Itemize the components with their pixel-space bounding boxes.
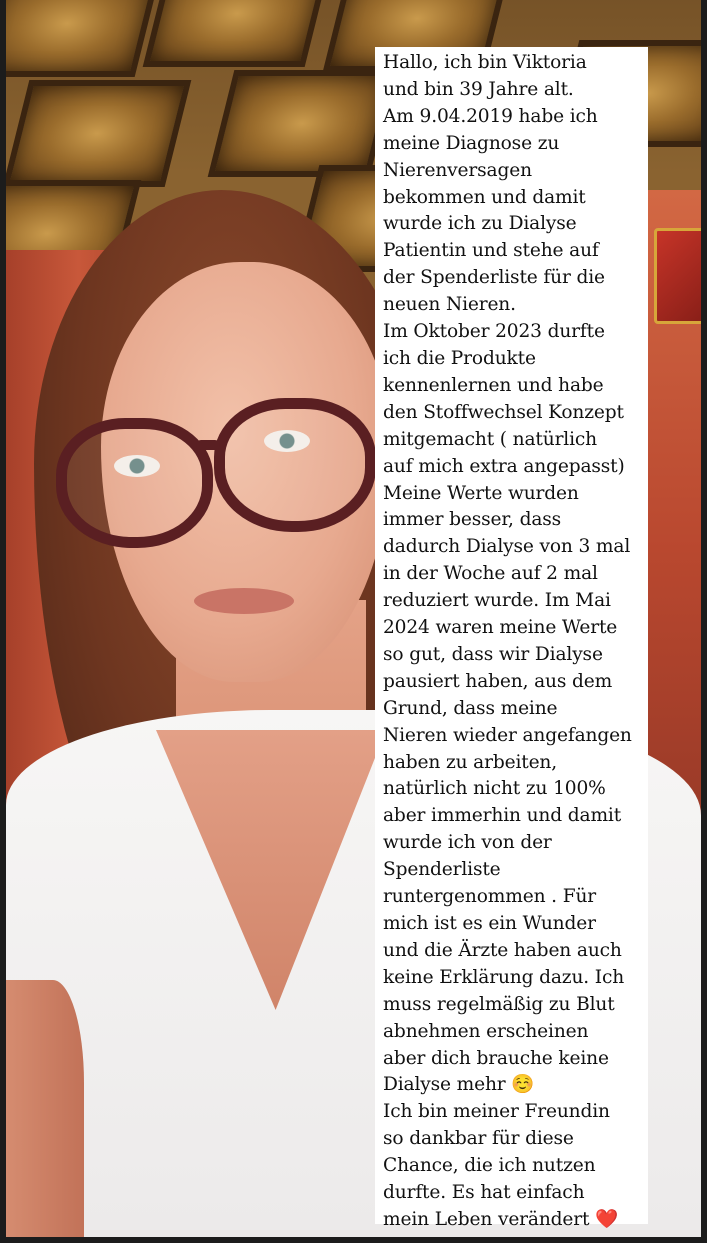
caption-line: aber dich brauche keine <box>383 1047 609 1069</box>
caption-line: Dialyse mehr ☺️ <box>383 1074 535 1096</box>
wall-plaque <box>654 228 701 324</box>
caption-line: reduziert wurde. Im Mai <box>383 590 611 612</box>
caption-line: kennenlernen und habe <box>383 374 604 396</box>
caption-line: Grund, dass meine <box>383 697 558 719</box>
caption-line: und bin 39 Jahre alt. <box>383 78 574 100</box>
ceiling-tile <box>6 0 161 77</box>
glasses-lens-left <box>56 418 213 548</box>
ceiling-tile <box>208 70 397 177</box>
caption-line: bekommen und damit <box>383 186 586 208</box>
ceiling-tile <box>143 0 332 67</box>
caption-line: Meine Werte wurden <box>383 482 579 504</box>
caption-line: runtergenommen . Für <box>383 886 597 908</box>
caption-line: der Spenderliste für die <box>383 267 605 289</box>
caption-line: meine Diagnose zu <box>383 132 560 154</box>
caption-line: so gut, dass wir Dialyse <box>383 643 603 665</box>
caption-line: Nierenversagen <box>383 159 532 181</box>
caption-line: keine Erklärung dazu. Ich <box>383 966 625 988</box>
caption-line: natürlich nicht zu 100% <box>383 778 606 800</box>
caption-line: neuen Nieren. <box>383 294 516 316</box>
caption-line: in der Woche auf 2 mal <box>383 563 598 585</box>
caption-line: Hallo, ich bin Viktoria <box>383 52 587 73</box>
caption-line: ich die Produkte <box>383 347 536 369</box>
caption-line: Spenderliste <box>383 859 501 881</box>
caption-line: 2024 waren meine Werte <box>383 617 618 639</box>
caption-line: Ich bin meiner Freundin <box>383 1101 610 1123</box>
ceiling-tile <box>6 80 191 187</box>
caption-line: Nieren wieder angefangen <box>383 724 632 746</box>
caption-line: abnehmen erscheinen <box>383 1020 589 1042</box>
glasses-lens-right <box>214 398 376 532</box>
caption-line: Patientin und stehe auf <box>383 240 599 262</box>
caption-line: Am 9.04.2019 habe ich <box>383 105 598 127</box>
caption-line: aber immerhin und damit <box>383 805 622 827</box>
caption-text-box <box>375 47 648 1230</box>
caption-line: mich ist es ein Wunder <box>383 913 596 934</box>
caption-line: pausiert haben, aus dem <box>383 670 613 692</box>
caption-line: muss regelmäßig zu Blut <box>383 993 615 1015</box>
caption-line: durfte. Es hat einfach <box>383 1182 585 1204</box>
caption-line: den Stoffwechsel Konzept <box>383 401 624 423</box>
caption-line: haben zu arbeiten, <box>383 751 558 773</box>
caption-line: Im Oktober 2023 durfte <box>383 321 605 343</box>
caption-line: Chance, die ich nutzen <box>383 1155 596 1177</box>
caption-line: dadurch Dialyse von 3 mal <box>383 536 631 558</box>
right-border <box>701 0 707 1243</box>
glasses-bridge <box>196 440 220 450</box>
caption-line: mein Leben verändert ❤️ <box>383 1208 619 1230</box>
caption-line: auf mich extra angepasst) <box>383 455 625 477</box>
caption-line: wurde ich von der <box>383 832 552 854</box>
lips <box>194 588 294 614</box>
caption-line: wurde ich zu Dialyse <box>383 213 577 235</box>
caption-line: immer besser, dass <box>383 509 562 531</box>
caption-line: mitgemacht ( natürlich <box>383 428 597 450</box>
caption-line: so dankbar für diese <box>383 1128 574 1150</box>
caption-line: und die Ärzte haben auch <box>383 939 622 961</box>
arm <box>6 980 84 1237</box>
